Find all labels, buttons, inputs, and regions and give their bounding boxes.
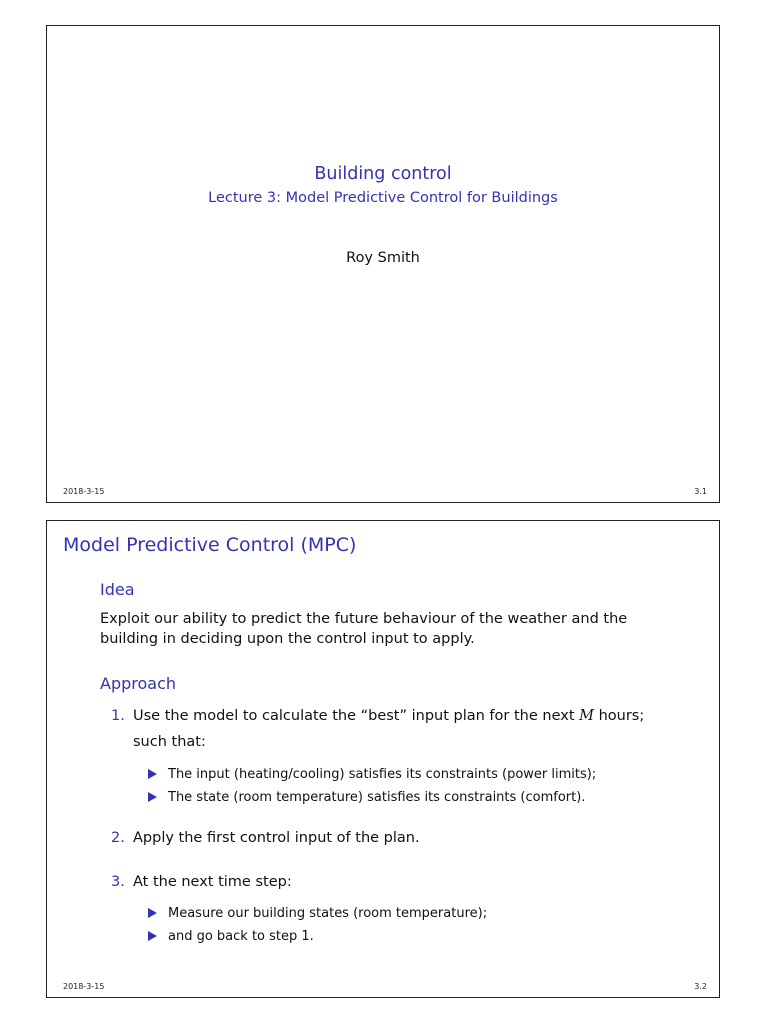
presentation-title: Building control xyxy=(314,164,452,184)
enum-variable: M xyxy=(579,708,594,724)
presentation-subtitle: Lecture 3: Model Predictive Control for Buildings xyxy=(208,190,558,206)
triangle-bullet-icon xyxy=(148,792,157,802)
enum-text: hours; xyxy=(593,708,645,724)
bullet-text: The state (room temperature) satisfies its constraints (comfort). xyxy=(168,790,586,805)
enum-continuation: such that: xyxy=(133,734,206,750)
list-item xyxy=(148,786,596,809)
idea-line: building in deciding upon the control input to apply. xyxy=(100,631,475,647)
title-slide xyxy=(46,25,720,503)
bullet-text: The input (heating/cooling) satisfies its constraints (power limits); xyxy=(168,767,597,782)
list-item xyxy=(148,763,596,786)
idea-line: Exploit our ability to predict the future behaviour of the weather and the xyxy=(100,611,628,627)
triangle-bullet-icon xyxy=(148,769,157,779)
triangle-bullet-icon xyxy=(148,908,157,918)
slide-number: 3.2 xyxy=(694,982,707,991)
enum-item xyxy=(111,703,644,755)
slide-number: 3.1 xyxy=(694,487,707,496)
enum-number: 1. xyxy=(111,708,125,724)
content-slide xyxy=(46,520,720,998)
triangle-bullet-icon xyxy=(148,931,157,941)
author-name: Roy Smith xyxy=(346,250,420,266)
idea-heading: Idea xyxy=(100,580,135,599)
sub-bullet-list xyxy=(148,763,596,809)
approach-heading: Approach xyxy=(100,674,177,693)
enum-number: 2. xyxy=(111,830,125,846)
enum-text: At the next time step: xyxy=(133,874,292,890)
footer-date: 2018-3-15 xyxy=(63,982,105,991)
enum-text: Use the model to calculate the “best” input plan for the next xyxy=(133,708,580,724)
sub-bullet-list xyxy=(148,902,487,948)
enum-text: Apply the first control input of the plan. xyxy=(133,830,420,846)
idea-paragraph xyxy=(100,609,690,649)
enum-item xyxy=(111,869,292,895)
bullet-text: and go back to step 1. xyxy=(168,929,314,944)
list-item xyxy=(148,902,487,925)
enum-number: 3. xyxy=(111,874,125,890)
bullet-text: Measure our building states (room temperature); xyxy=(168,906,488,921)
slide-title: Model Predictive Control (MPC) xyxy=(63,534,357,556)
enum-item xyxy=(111,825,420,851)
footer-date: 2018-3-15 xyxy=(63,487,105,496)
list-item xyxy=(148,925,487,948)
